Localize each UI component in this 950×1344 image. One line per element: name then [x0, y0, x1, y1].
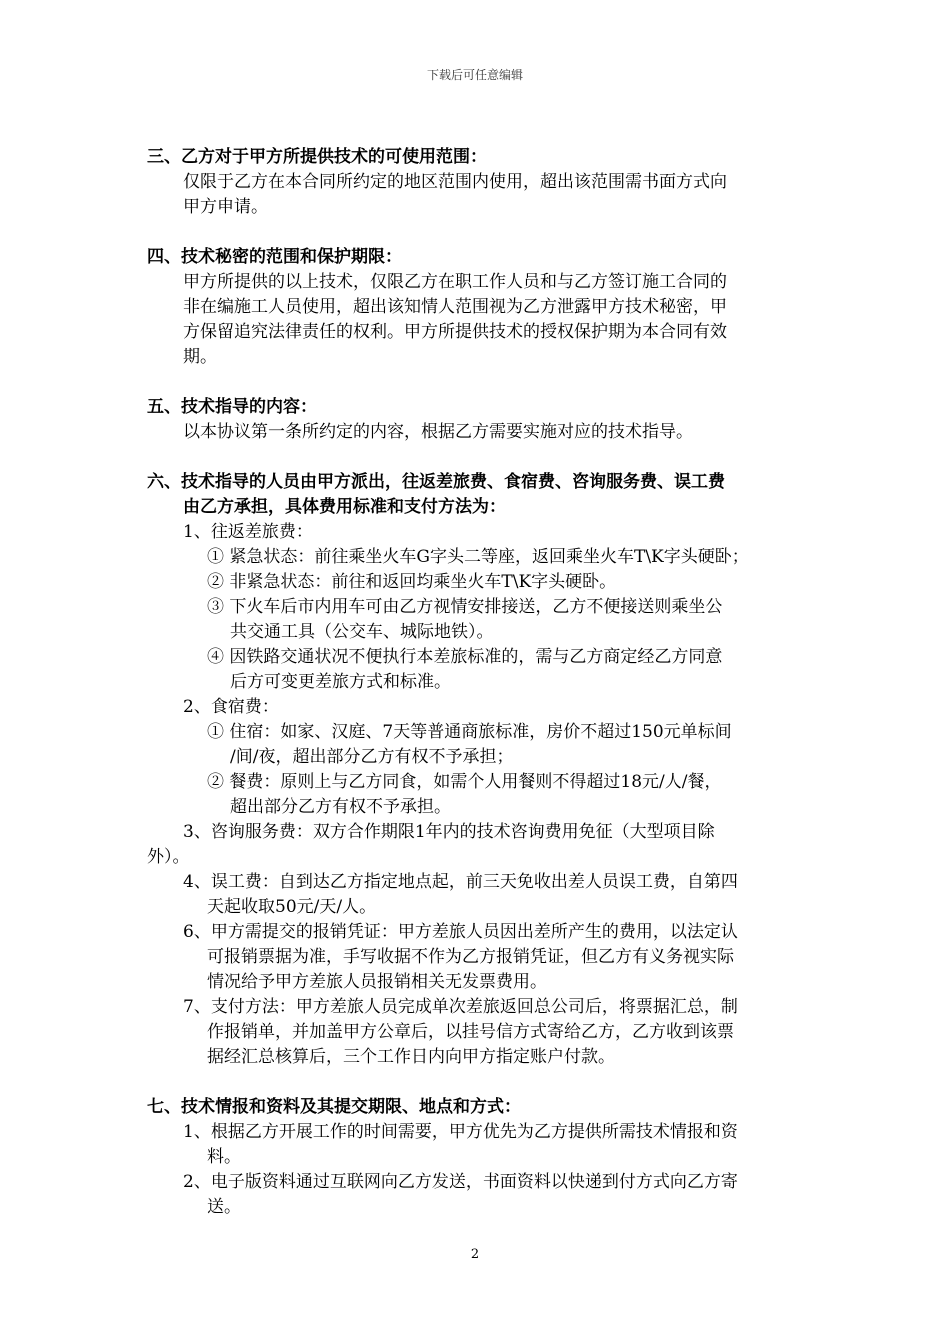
section-7-item-2: 2、电子版资料通过互联网向乙方发送，书面资料以快递到付方式向乙方寄	[183, 1172, 738, 1192]
section-4-line: 期。	[183, 347, 217, 367]
section-6-item-2: 2、食宿费：	[183, 697, 279, 717]
section-6-item-7: 据经汇总核算后，三个工作日内向甲方指定账户付款。	[207, 1047, 615, 1067]
section-6-item-6: 可报销票据为准，手写收据不作为乙方报销凭证，但乙方有义务视实际	[207, 947, 734, 967]
section-6-item-4: 4、误工费：自到达乙方指定地点起，前三天免收出差人员误工费，自第四	[183, 872, 738, 892]
section-7-title: 七、技术情报和资料及其提交期限、地点和方式：	[147, 1097, 521, 1117]
section-6-subitem: 超出部分乙方有权不予承担。	[230, 797, 451, 817]
section-6-item-3: 外）。	[147, 847, 190, 867]
section-6-subitem: /间/夜，超出部分乙方有权不予承担；	[230, 747, 514, 767]
section-6-item-1: 1、往返差旅费：	[183, 522, 313, 542]
section-6-subitem: ① 住宿：如家、汉庭、7天等普通商旅标准，房价不超过150元单标间	[207, 722, 732, 742]
section-7-item-2: 送。	[207, 1197, 241, 1217]
section-4-line: 甲方所提供的以上技术，仅限乙方在职工作人员和与乙方签订施工合同的	[183, 272, 727, 292]
section-6-item-6: 6、甲方需提交的报销凭证：甲方差旅人员因出差所产生的费用，以法定认	[183, 922, 738, 942]
section-6-title: 六、技术指导的人员由甲方派出，往返差旅费、食宿费、咨询服务费、误工费	[147, 472, 725, 492]
page-number: 2	[470, 1247, 480, 1262]
section-4-line: 方保留追究法律责任的权利。甲方所提供技术的授权保护期为本合同有效	[183, 322, 727, 342]
section-4-title: 四、技术秘密的范围和保护期限：	[147, 247, 402, 267]
section-6-item-6: 情况给予甲方差旅人员报销相关无发票费用。	[207, 972, 547, 992]
section-5-line: 以本协议第一条所约定的内容，根据乙方需要实施对应的技术指导。	[183, 422, 693, 442]
page-header: 下载后可任意编辑	[426, 68, 523, 82]
section-6-subitem: ② 非紧急状态：前往和返回均乘坐火车T\K字头硬卧。	[207, 572, 617, 592]
section-7-item-1: 1、根据乙方开展工作的时间需要，甲方优先为乙方提供所需技术情报和资	[183, 1122, 738, 1142]
section-6-item-7: 作报销单，并加盖甲方公章后，以挂号信方式寄给乙方，乙方收到该票	[207, 1022, 734, 1042]
section-3-line: 甲方申请。	[183, 197, 268, 217]
section-6-subitem: ④ 因铁路交通状况不便执行本差旅标准的，需与乙方商定经乙方同意	[207, 647, 723, 667]
section-6-subitem: ① 紧急状态：前往乘坐火车G字头二等座，返回乘坐火车T\K字头硬卧；	[207, 547, 749, 567]
section-6-subitem: 共交通工具（公交车、城际地铁）。	[230, 622, 494, 642]
section-6-item-7: 7、支付方法：甲方差旅人员完成单次差旅返回总公司后，将票据汇总，制	[183, 997, 738, 1017]
section-6-subitem: ③ 下火车后市内用车可由乙方视情安排接送，乙方不便接送则乘坐公	[207, 597, 723, 617]
section-7-item-1: 料。	[207, 1147, 241, 1167]
section-6-subitem: 后方可变更差旅方式和标准。	[230, 672, 451, 692]
section-5-title: 五、技术指导的内容：	[147, 397, 317, 417]
section-3-title: 三、乙方对于甲方所提供技术的可使用范围：	[147, 147, 487, 167]
section-6-item-3: 3、咨询服务费：双方合作期限1年内的技术咨询费用免征（大型项目除	[183, 822, 715, 842]
section-6-title: 由乙方承担，具体费用标准和支付方法为：	[183, 497, 506, 517]
section-3-line: 仅限于乙方在本合同所约定的地区范围内使用，超出该范围需书面方式向	[183, 172, 727, 192]
section-4-line: 非在编施工人员使用，超出该知情人范围视为乙方泄露甲方技术秘密，甲	[183, 297, 727, 317]
section-6-item-4: 天起收取50元/天/人。	[207, 897, 377, 917]
section-6-subitem: ② 餐费：原则上与乙方同食，如需个人用餐则不得超过18元/人/餐，	[207, 772, 722, 792]
